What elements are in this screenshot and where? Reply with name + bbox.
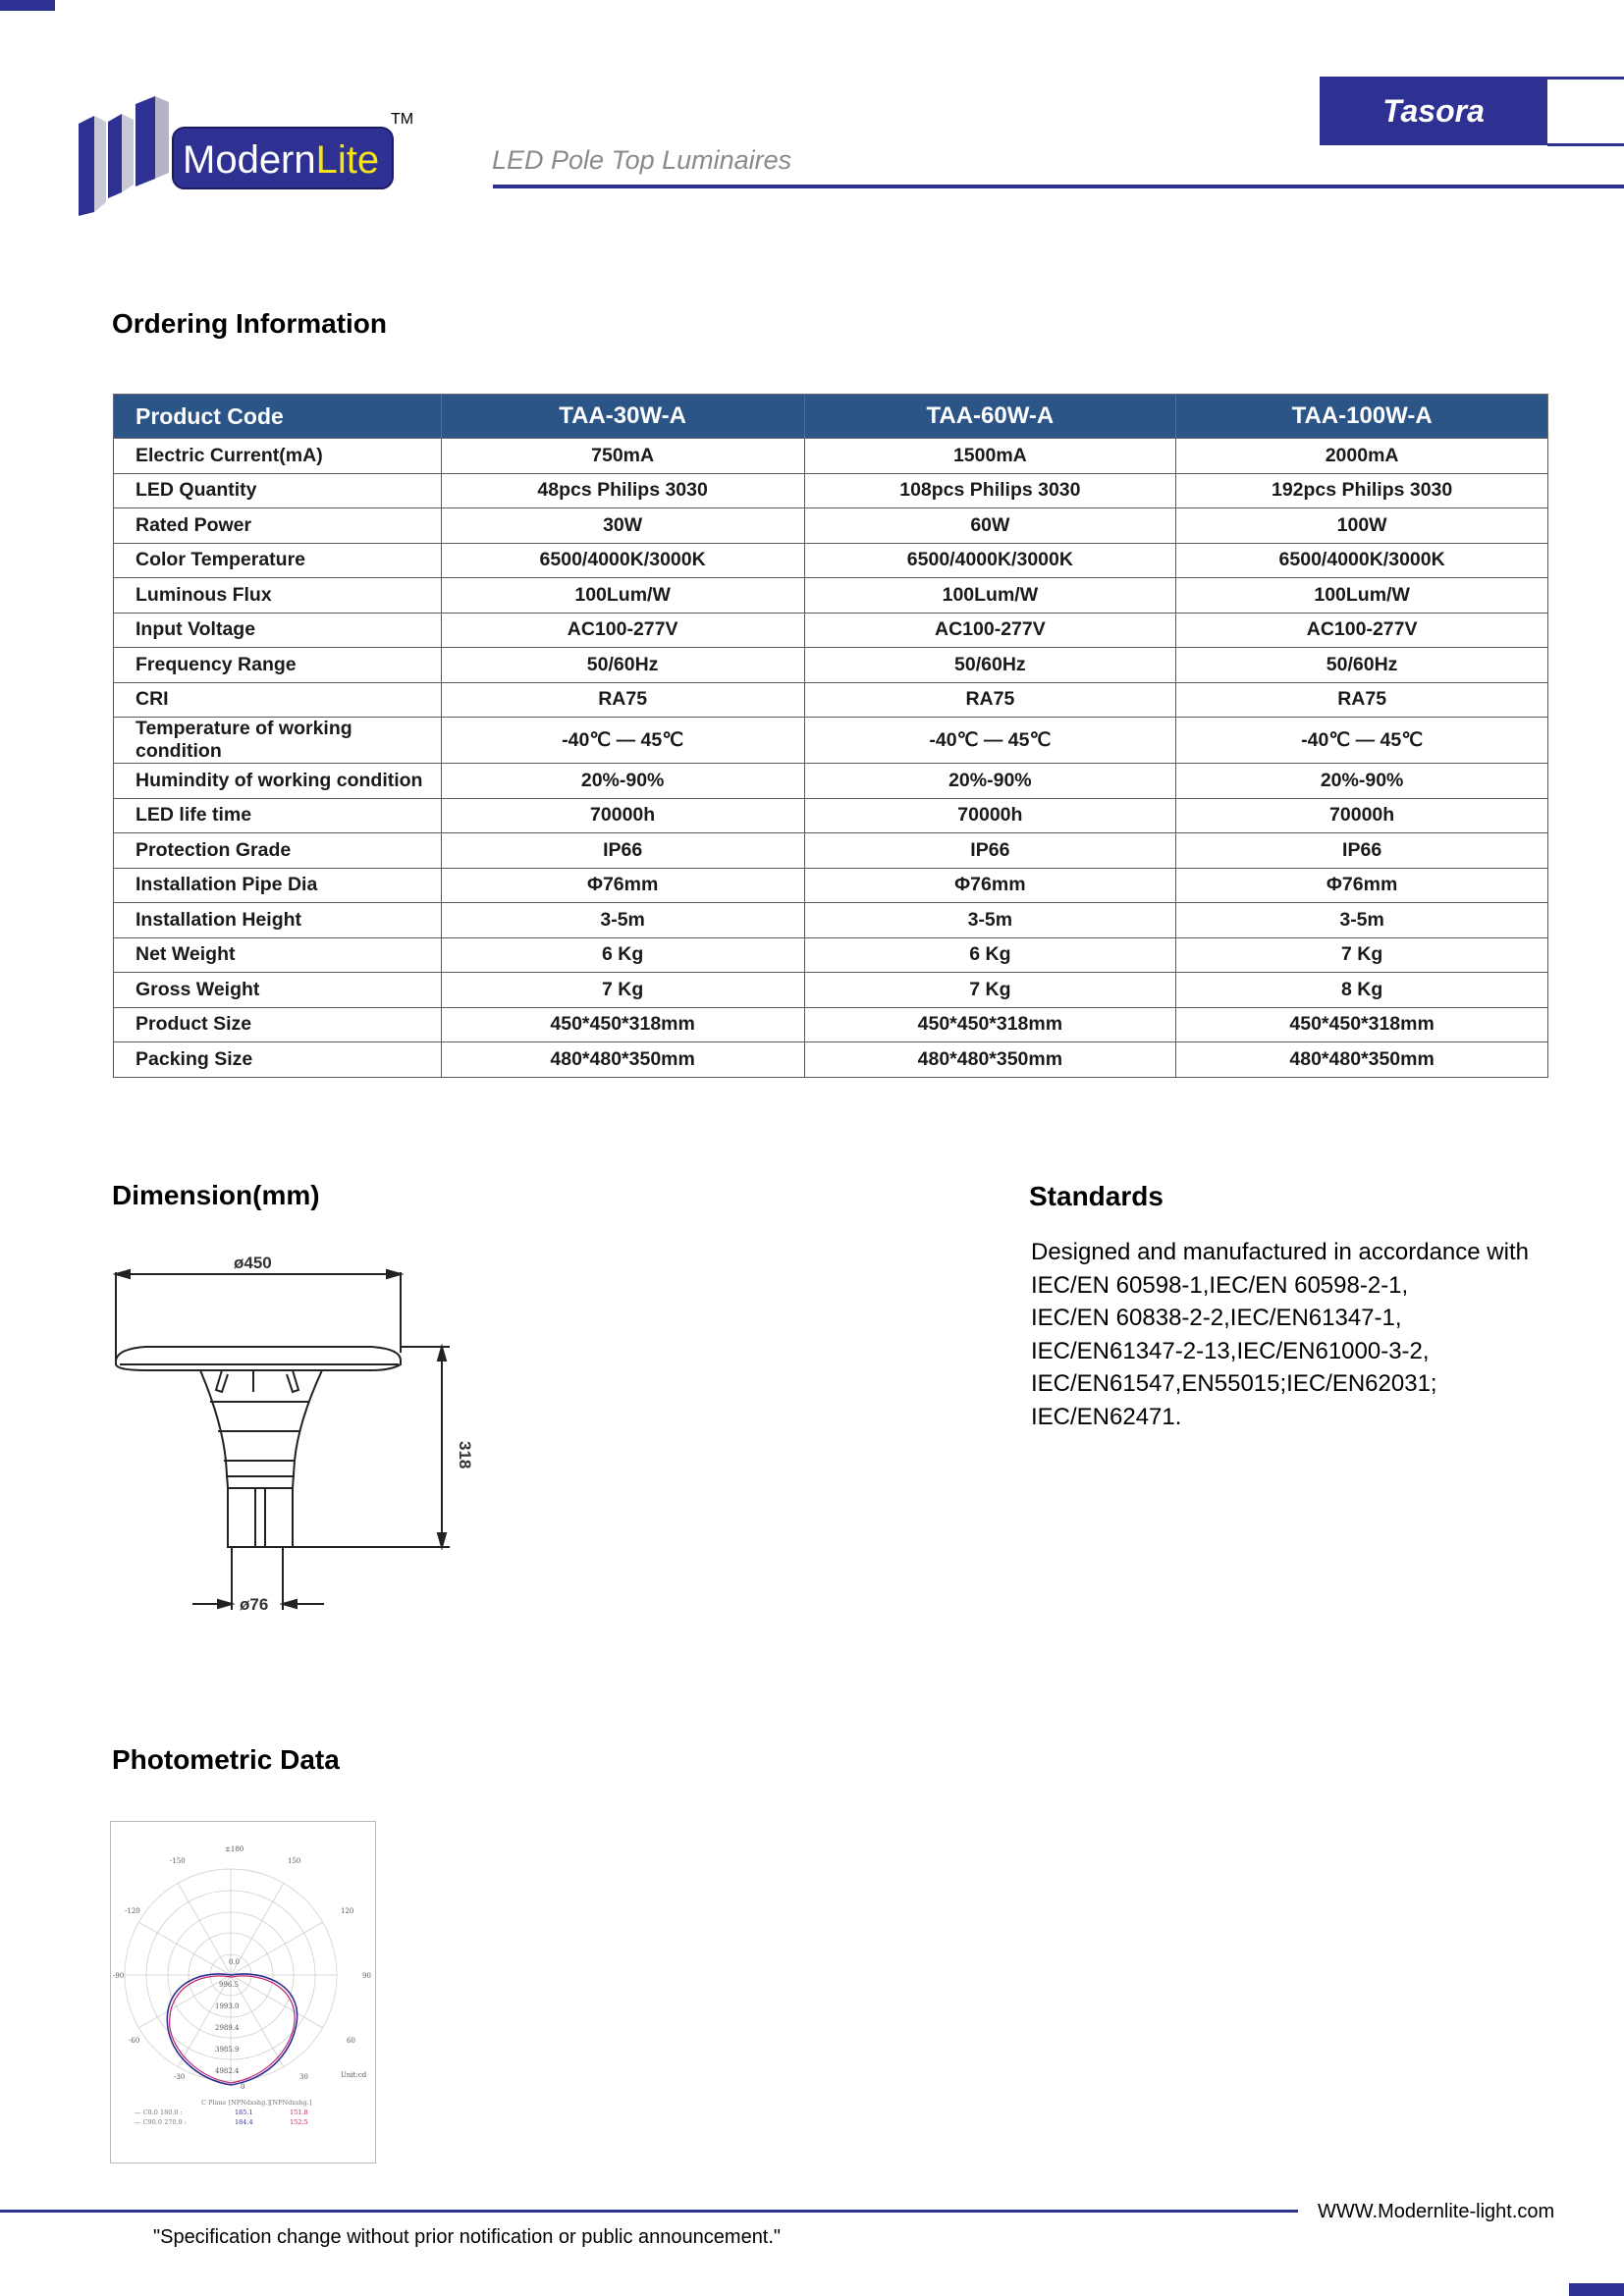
value-cell: 3-5m <box>804 903 1176 938</box>
header-rule <box>493 185 1624 188</box>
column-header: Product Code <box>114 395 442 439</box>
table-row <box>114 508 1548 544</box>
standards-text <box>1031 1236 1581 1433</box>
row-label-cell: Color Temperature <box>114 543 442 578</box>
value-cell: IP66 <box>1176 833 1548 869</box>
radial-label: 996.5 <box>219 1981 240 1989</box>
value-cell: 2000mA <box>1176 439 1548 474</box>
legend-header: C Plane [NPNdxshg.][NPNdxshg.] <box>201 2099 312 2107</box>
radial-label: 1993.0 <box>215 2002 240 2010</box>
value-cell: 70000h <box>1176 798 1548 833</box>
radial-label: 2989.4 <box>215 2024 240 2032</box>
row-label-cell: LED life time <box>114 798 442 833</box>
corner-accent-bottom <box>1569 2283 1624 2296</box>
dimension-drawing <box>106 1245 499 1620</box>
top-diameter-label: ø450 <box>234 1254 272 1272</box>
row-label-cell: Installation Pipe Dia <box>114 868 442 903</box>
row-label-cell: Net Weight <box>114 937 442 973</box>
value-cell: 50/60Hz <box>804 648 1176 683</box>
standards-line: IEC/EN62471. <box>1031 1403 1182 1430</box>
value-cell: 6500/4000K/3000K <box>1176 543 1548 578</box>
height-label: 318 <box>456 1441 474 1469</box>
value-cell: Φ76mm <box>441 868 804 903</box>
table-row <box>114 764 1548 799</box>
table-row <box>114 543 1548 578</box>
angle-label: -90 <box>113 1972 125 1980</box>
value-cell: 750mA <box>441 439 804 474</box>
value-cell: 7 Kg <box>1176 937 1548 973</box>
value-cell: 8 Kg <box>1176 973 1548 1008</box>
row-label-cell: Rated Power <box>114 508 442 544</box>
value-cell: 100Lum/W <box>804 578 1176 614</box>
value-cell: 6500/4000K/3000K <box>804 543 1176 578</box>
value-cell: 480*480*350mm <box>804 1042 1176 1078</box>
value-cell: 50/60Hz <box>441 648 804 683</box>
photometric-title: Photometric Data <box>112 1744 340 1775</box>
radial-label: 0.0 <box>229 1958 241 1966</box>
value-cell: IP66 <box>804 833 1176 869</box>
value-cell: 192pcs Philips 3030 <box>1176 473 1548 508</box>
table-header-row <box>114 395 1548 439</box>
logo-text-lite: Lite <box>315 138 380 182</box>
angle-label: -60 <box>129 2037 140 2045</box>
angle-label: 30 <box>299 2073 308 2081</box>
svg-text:ModernLite <box>183 138 379 182</box>
angle-label: 60 <box>347 2037 355 2045</box>
table-row <box>114 973 1548 1008</box>
value-cell: RA75 <box>441 682 804 718</box>
row-label-cell: Protection Grade <box>114 833 442 869</box>
table-row <box>114 868 1548 903</box>
value-cell: 100W <box>1176 508 1548 544</box>
value-cell: 50/60Hz <box>1176 648 1548 683</box>
row-label-cell: Gross Weight <box>114 973 442 1008</box>
table-row <box>114 1042 1548 1078</box>
value-cell: 450*450*318mm <box>804 1007 1176 1042</box>
row-label-cell: LED Quantity <box>114 473 442 508</box>
value-cell: 100Lum/W <box>1176 578 1548 614</box>
ordering-info-title: Ordering Information <box>112 308 387 339</box>
value-cell: AC100-277V <box>804 613 1176 648</box>
standards-line: Designed and manufactured in accordance with <box>1031 1239 1529 1265</box>
row-label-cell: Temperature of working condition <box>114 718 442 764</box>
value-cell: 450*450*318mm <box>441 1007 804 1042</box>
value-cell: 48pcs Philips 3030 <box>441 473 804 508</box>
row-label-cell: Packing Size <box>114 1042 442 1078</box>
value-cell: RA75 <box>1176 682 1548 718</box>
value-cell: 6 Kg <box>804 937 1176 973</box>
radial-label: 3985.9 <box>215 2046 240 2054</box>
table-row <box>114 798 1548 833</box>
value-cell: 450*450*318mm <box>1176 1007 1548 1042</box>
value-cell: 70000h <box>441 798 804 833</box>
row-label-cell: Product Size <box>114 1007 442 1042</box>
value-cell: Φ76mm <box>804 868 1176 903</box>
angle-label: 120 <box>341 1907 354 1915</box>
ordering-table <box>113 394 1548 1078</box>
dimension-title: Dimension(mm) <box>112 1180 320 1210</box>
disclaimer-note: "Specification change without prior notification or public announcement." <box>153 2226 782 2248</box>
trademark-mark: TM <box>391 111 414 128</box>
value-cell: 3-5m <box>1176 903 1548 938</box>
corner-accent-top <box>0 0 55 11</box>
value-cell: 6 Kg <box>441 937 804 973</box>
angle-label: 0 <box>241 2083 245 2091</box>
row-label-cell: CRI <box>114 682 442 718</box>
website-url[interactable]: WWW.Modernlite-light.com <box>1318 2201 1555 2222</box>
standards-title: Standards <box>1029 1181 1164 1211</box>
brand-box-rule <box>1547 143 1624 146</box>
value-cell: Φ76mm <box>1176 868 1548 903</box>
value-cell: 6500/4000K/3000K <box>441 543 804 578</box>
column-header: TAA-100W-A <box>1176 395 1548 439</box>
row-label-cell: Luminous Flux <box>114 578 442 614</box>
row-label-cell: Electric Current(mA) <box>114 439 442 474</box>
value-cell: -40℃ — 45℃ <box>1176 718 1548 764</box>
table-row <box>114 937 1548 973</box>
standards-line: IEC/EN61347-2-13,IEC/EN61000-3-2, <box>1031 1337 1430 1364</box>
angle-label: ±180 <box>225 1845 244 1853</box>
value-cell: 7 Kg <box>441 973 804 1008</box>
column-header: TAA-60W-A <box>804 395 1176 439</box>
value-cell: 30W <box>441 508 804 544</box>
pipe-diameter-label: ø76 <box>240 1595 269 1614</box>
row-label-cell: Frequency Range <box>114 648 442 683</box>
value-cell: 480*480*350mm <box>441 1042 804 1078</box>
standards-line: IEC/EN 60598-1,IEC/EN 60598-2-1, <box>1031 1271 1409 1299</box>
standards-line: IEC/EN 60838-2-2,IEC/EN61347-1, <box>1031 1305 1402 1331</box>
unit-label: Unit:cd <box>341 2071 367 2079</box>
logo-text-modern: Modern <box>183 138 316 182</box>
table-row <box>114 613 1548 648</box>
table-row <box>114 682 1548 718</box>
value-cell: -40℃ — 45℃ <box>441 718 804 764</box>
table-row <box>114 718 1548 764</box>
footer-rule <box>0 2210 1298 2213</box>
row-label-cell: Installation Height <box>114 903 442 938</box>
product-family-name: Tasora <box>1320 77 1547 145</box>
radial-label: 4982.4 <box>215 2067 240 2075</box>
value-cell: 108pcs Philips 3030 <box>804 473 1176 508</box>
value-cell: 70000h <box>804 798 1176 833</box>
legend-value: 151.8 <box>290 2109 308 2116</box>
table-row <box>114 1007 1548 1042</box>
value-cell: RA75 <box>804 682 1176 718</box>
row-label-cell: Input Voltage <box>114 613 442 648</box>
value-cell: 20%-90% <box>1176 764 1548 799</box>
table-row <box>114 903 1548 938</box>
polar-diagram <box>110 1821 376 2163</box>
modernlite-logo <box>77 94 420 216</box>
legend-row-label: — C90.0 270.0 : <box>135 2118 187 2126</box>
value-cell: 100Lum/W <box>441 578 804 614</box>
value-cell: 1500mA <box>804 439 1176 474</box>
table-row <box>114 473 1548 508</box>
table-row <box>114 578 1548 614</box>
value-cell: AC100-277V <box>441 613 804 648</box>
value-cell: 60W <box>804 508 1176 544</box>
angle-label: -30 <box>174 2073 186 2081</box>
value-cell: IP66 <box>441 833 804 869</box>
angle-label: 90 <box>362 1972 371 1980</box>
value-cell: AC100-277V <box>1176 613 1548 648</box>
table-row <box>114 439 1548 474</box>
angle-label: -120 <box>125 1907 140 1915</box>
legend-row-label: — C0.0 180.0 : <box>135 2109 183 2116</box>
angle-label: 150 <box>288 1857 301 1865</box>
table-row <box>114 648 1548 683</box>
product-line-tagline: LED Pole Top Luminaires <box>492 145 792 175</box>
standards-line: IEC/EN61547,EN55015;IEC/EN62031; <box>1031 1370 1437 1397</box>
value-cell: 3-5m <box>441 903 804 938</box>
legend-value: 185.1 <box>235 2109 253 2116</box>
brand-box-rule-top <box>1547 77 1624 80</box>
angle-label: -150 <box>170 1857 186 1865</box>
column-header: TAA-30W-A <box>441 395 804 439</box>
table-body <box>114 439 1548 1078</box>
value-cell: 480*480*350mm <box>1176 1042 1548 1078</box>
legend-value: 152.5 <box>290 2118 308 2126</box>
value-cell: -40℃ — 45℃ <box>804 718 1176 764</box>
table-row <box>114 833 1548 869</box>
value-cell: 20%-90% <box>804 764 1176 799</box>
value-cell: 20%-90% <box>441 764 804 799</box>
value-cell: 7 Kg <box>804 973 1176 1008</box>
row-label-cell: Humindity of working condition <box>114 764 442 799</box>
legend-value: 184.4 <box>235 2118 253 2126</box>
